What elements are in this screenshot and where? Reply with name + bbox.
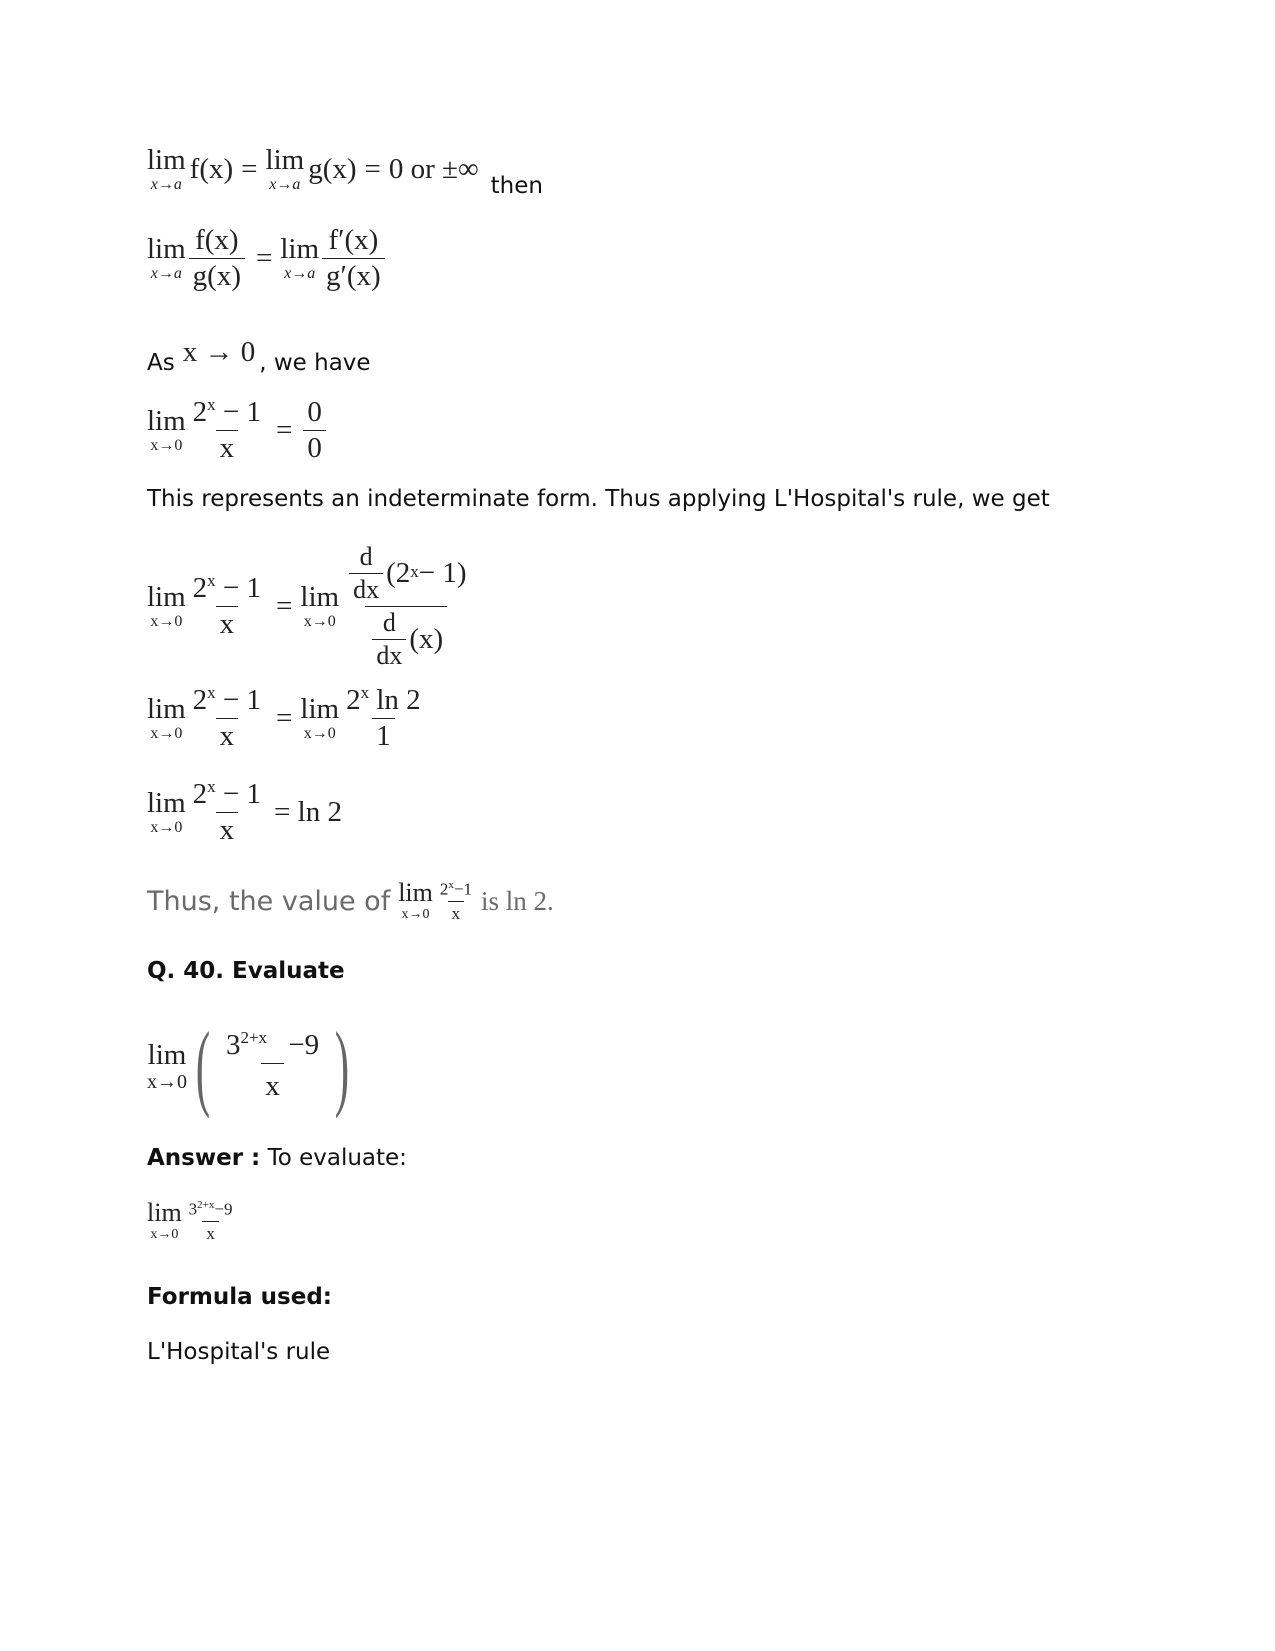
zero-over-zero: lim x→0 $\frac{2^x - 1}{x}$ = $\frac{0}{0}$ xyxy=(147,398,329,463)
rule-condition: lim x→a f(x) = lim x→a g(x) = 0 or ±∞ then xyxy=(147,144,543,199)
fraction: $\frac{f'(x)}{g'(x)}$ xyxy=(322,226,385,291)
question-heading: Q. 40. Evaluate xyxy=(147,958,345,984)
limit-operator: lim x→a xyxy=(265,144,305,193)
formula-text: L'Hospital's rule xyxy=(147,1339,331,1365)
then-text: then xyxy=(490,172,543,199)
answer-expression: lim x→0 $\frac{3^{2+x}-9}{x}$ xyxy=(147,1198,233,1243)
conclusion-line: Thus, the value of lim x→0 $\frac{2^x-1}{x}$ is ln 2. xyxy=(147,878,554,923)
question-expression: lim x→0 ( $\frac{3^{2+x} -9}{x}$ ) xyxy=(147,1012,350,1119)
lhospital-step-1: lim x→0 $\frac{2^x - 1}{x}$ = lim x→0 $\frac{d}{dx}$ (2 $^x$ − 1) $\frac{d}{dx}$ (x) xyxy=(147,542,467,670)
rule-equation: lim x→a $\frac{f(x)}{g(x)}$ = lim x→a $\frac{f'(x)}{g'(x)}$ xyxy=(147,226,388,291)
lhospital-step-2: lim x→0 $\frac{2^x - 1}{x}$ = lim x→0 $\frac{2^x \ln 2}{1}$ xyxy=(147,683,421,752)
as-line: As x → 0 , we have xyxy=(147,336,371,376)
answer-line: Answer : To evaluate: xyxy=(147,1145,407,1171)
left-paren: ( xyxy=(195,1012,211,1119)
indeterminate-paragraph: This represents an indeterminate form. Thus applying L'Hospital's rule, we get xyxy=(147,486,1050,512)
fraction: $\frac{f(x)}{g(x)}$ xyxy=(189,226,245,291)
formula-heading: Formula used: xyxy=(147,1284,332,1310)
lhospital-result: lim x→0 $\frac{2^x - 1}{x}$ = ln 2 xyxy=(147,777,342,846)
limit-operator: lim x→a xyxy=(147,144,186,193)
right-paren: ) xyxy=(334,1012,350,1119)
